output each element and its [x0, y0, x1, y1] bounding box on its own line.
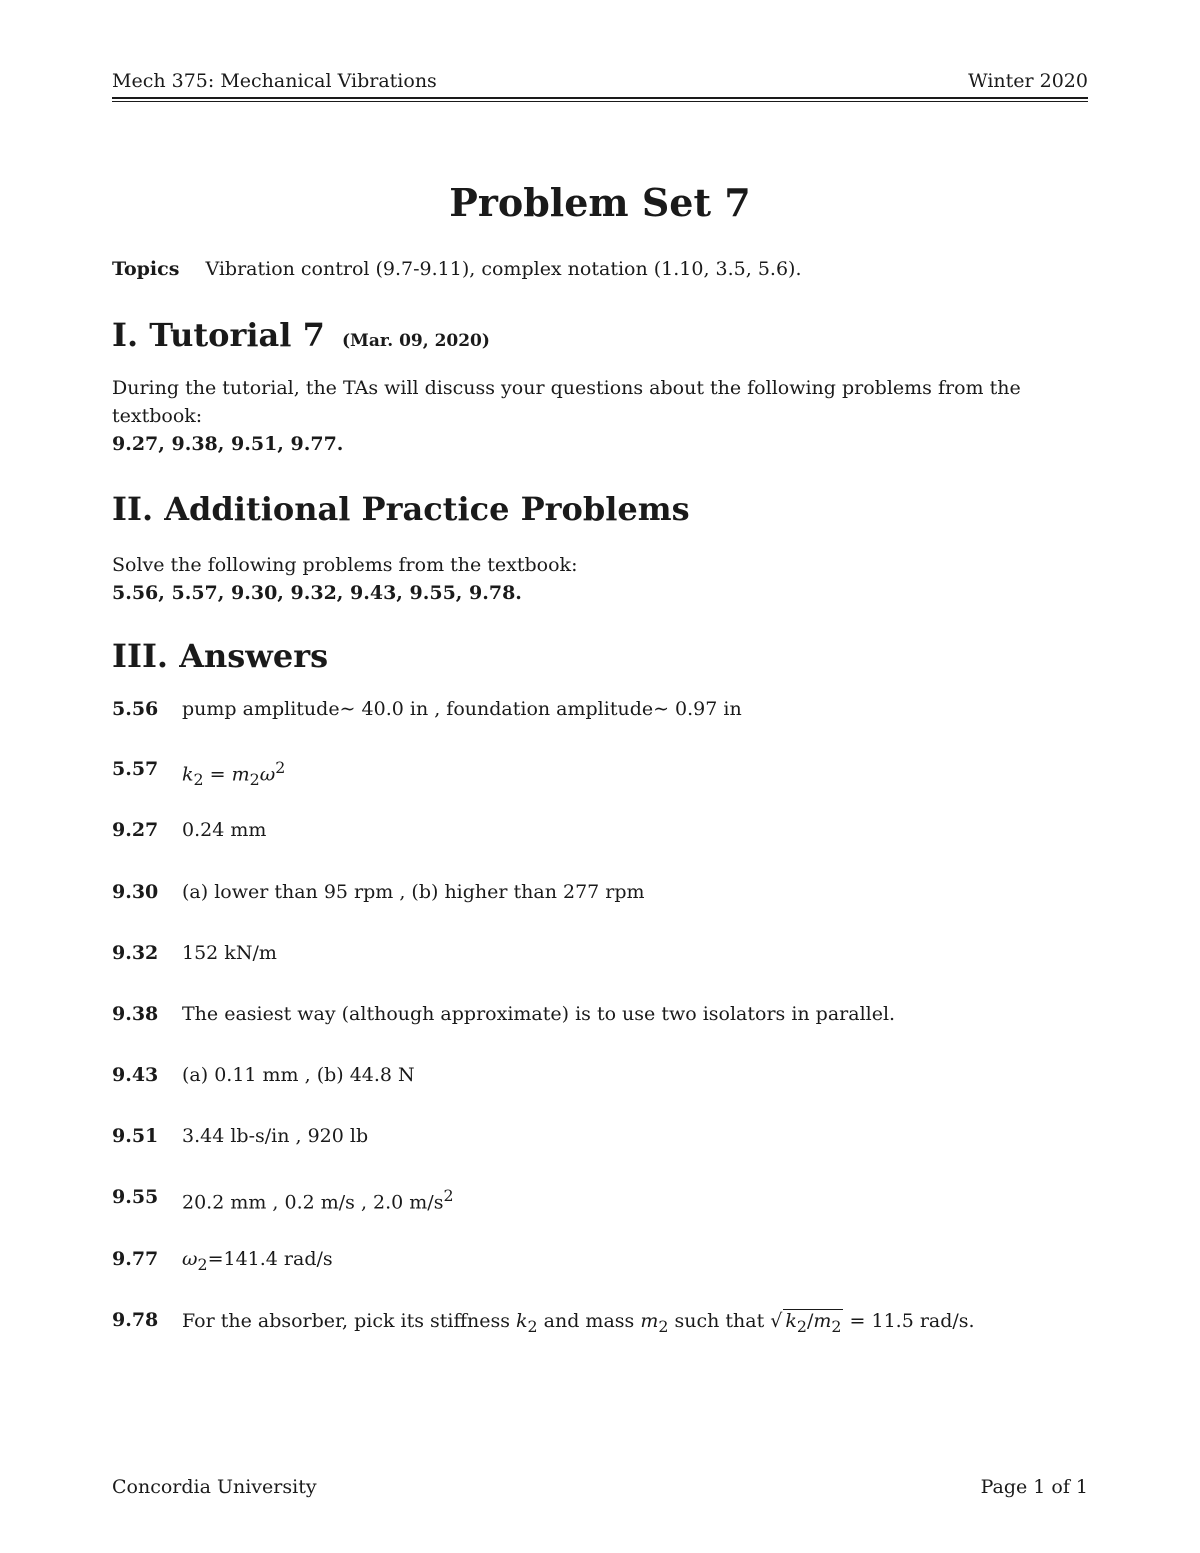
answer-number: 9.38 — [112, 1003, 159, 1025]
answer-number: 5.57 — [112, 758, 159, 780]
answer-text-part: and mass — [537, 1310, 641, 1332]
math-sub: 2 — [658, 1316, 669, 1336]
tutorial-problems: 9.27, 9.38, 9.51, 9.77. — [112, 433, 344, 455]
answer-text: 3.44 lb-s/in , 920 lb — [182, 1125, 369, 1147]
answer-number: 9.43 — [112, 1064, 159, 1086]
answer-number: 9.51 — [112, 1125, 159, 1147]
answer-text: The easiest way (although approximate) is to use two isolators in parallel. — [182, 1003, 896, 1025]
tutorial-paragraph — [112, 374, 1088, 458]
answer-text-main: 20.2 mm , 0.2 m/s , 2.0 m/s — [182, 1191, 444, 1214]
practice-description: Solve the following problems from the textbook: — [112, 554, 578, 576]
page-header — [112, 70, 1088, 100]
answer-text: 0.24 mm — [182, 819, 267, 841]
page-title: Problem Set 7 — [449, 180, 751, 225]
section-tutorial-heading — [112, 316, 490, 354]
answer-row — [112, 1003, 1088, 1035]
sqrt-radicand — [783, 1309, 843, 1336]
answer-row — [112, 1309, 1088, 1341]
answer-number: 5.56 — [112, 698, 159, 720]
section-answers-heading: III. Answers — [112, 637, 329, 675]
section-practice-heading: II. Additional Practice Problems — [112, 490, 690, 528]
answer-number: 9.78 — [112, 1309, 159, 1331]
tutorial-date: (Mar. 09, 2020) — [341, 331, 490, 351]
math-m: m — [231, 763, 250, 786]
answer-number: 9.30 — [112, 881, 159, 903]
math-equals: = — [203, 763, 232, 786]
math-sub: 2 — [193, 770, 204, 790]
math-omega: ω — [259, 763, 276, 786]
topics-line — [112, 258, 1088, 280]
math-k: k — [516, 1310, 528, 1332]
math-sub: 2 — [831, 1316, 842, 1336]
answer-row — [112, 1186, 1088, 1218]
answer-row — [112, 819, 1088, 851]
math-sub: 2 — [249, 770, 260, 790]
math-slash: / — [806, 1310, 814, 1332]
math-k: k — [182, 763, 194, 786]
answer-text: pump amplitude∼ 40.0 in , foundation amplitude∼ 0.97 in — [182, 698, 742, 720]
math-sup: 2 — [275, 758, 286, 777]
answer-row — [112, 942, 1088, 974]
topics-text: Vibration control (9.7-9.11), complex notation (1.10, 3.5, 5.6). — [205, 258, 802, 280]
math-omega: ω — [182, 1248, 198, 1270]
answer-row — [112, 1125, 1088, 1157]
header-rule-thin — [112, 101, 1088, 102]
tutorial-description: During the tutorial, the TAs will discuss your questions about the following problems from the textbook: — [112, 377, 1021, 427]
answer-text — [182, 1186, 454, 1213]
answer-row — [112, 698, 1088, 730]
course-name: Mech 375: Mechanical Vibrations — [112, 70, 437, 92]
answer-number: 9.27 — [112, 819, 159, 841]
answer-text-part: = 11.5 rad/s. — [843, 1310, 975, 1332]
math-sub: 2 — [527, 1316, 538, 1336]
answer-text: 152 kN/m — [182, 942, 277, 964]
answer-row — [112, 1248, 1088, 1280]
practice-paragraph — [112, 551, 1088, 607]
header-rule — [112, 97, 1088, 99]
page-number: Page 1 of 1 — [980, 1476, 1088, 1498]
math-sup: 2 — [443, 1186, 454, 1205]
answer-text-part: For the absorber, pick its stiffness — [182, 1310, 517, 1332]
answer-text-part: such that — [668, 1310, 771, 1332]
answer-text: (a) lower than 95 rpm , (b) higher than 277 rpm — [182, 881, 645, 903]
practice-problems: 5.56, 5.57, 9.30, 9.32, 9.43, 9.55, 9.78. — [112, 582, 522, 604]
answer-number: 9.55 — [112, 1186, 159, 1208]
answer-row — [112, 1064, 1088, 1096]
term: Winter 2020 — [968, 70, 1088, 92]
answer-text — [182, 1248, 333, 1274]
math-sub: 2 — [796, 1316, 807, 1336]
math-m: m — [640, 1310, 659, 1332]
topics-label: Topics — [112, 258, 180, 280]
answer-text-main: =141.4 rad/s — [207, 1248, 333, 1270]
math-k: k — [785, 1310, 797, 1332]
answer-number: 9.32 — [112, 942, 159, 964]
answer-row — [112, 758, 1088, 790]
section-tutorial-title: I. Tutorial 7 — [112, 316, 325, 354]
answer-text: (a) 0.11 mm , (b) 44.8 N — [182, 1064, 415, 1086]
institution-name: Concordia University — [112, 1476, 317, 1498]
math-sub: 2 — [197, 1254, 208, 1274]
answer-text — [182, 758, 285, 789]
answer-text — [182, 1309, 975, 1336]
answer-number: 9.77 — [112, 1248, 159, 1270]
sqrt-symbol: √ — [770, 1310, 783, 1332]
document-page — [112, 0, 1088, 1553]
answer-row — [112, 881, 1088, 913]
math-m: m — [813, 1310, 832, 1332]
